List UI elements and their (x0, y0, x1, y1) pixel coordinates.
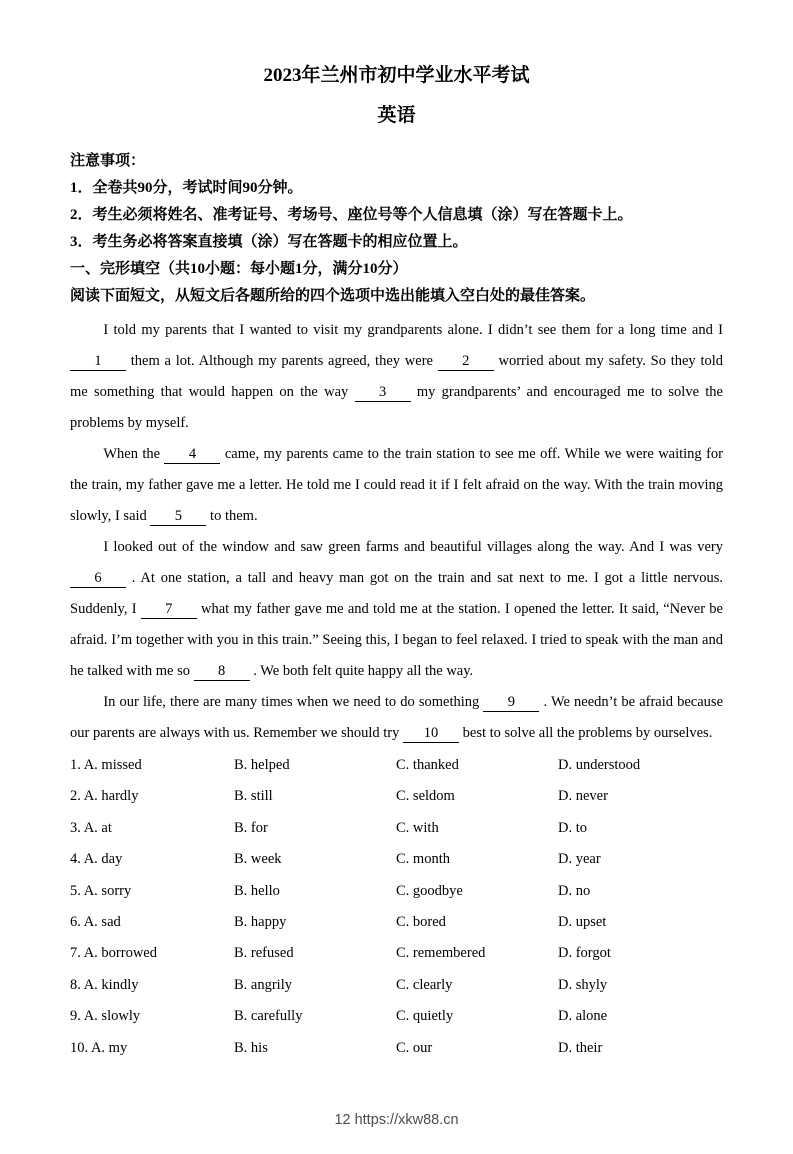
question-option: C. our (396, 1039, 433, 1056)
question-option: C. month (396, 851, 450, 868)
question-option: B. his (234, 1039, 268, 1056)
section-instruction: 阅读下面短文，从短文后各题所给的四个选项中选出能填入空白处的最佳答案。 (70, 288, 596, 304)
question-number-and-option: 3. A. at (70, 819, 112, 836)
question-option: C. thanked (396, 757, 459, 773)
cloze-blank-3: 3 (355, 385, 411, 402)
cloze-blank-8: 8 (194, 664, 250, 681)
question-number-and-option: 9. A. slowly (70, 1008, 141, 1025)
question-option: B. helped (234, 757, 290, 773)
question-number-and-option: 8. A. kindly (70, 976, 139, 993)
cloze-blank-6: 6 (70, 571, 126, 588)
question-row-4 (70, 844, 723, 875)
question-option: D. alone (558, 1008, 608, 1025)
note-item: 3．考生务必将答案直接填（涂）写在答题卡的相应位置上。 (70, 234, 468, 250)
cloze-blank-7: 7 (141, 602, 197, 619)
question-number-and-option: 5. A. sorry (70, 882, 132, 899)
question-option: C. bored (396, 914, 446, 931)
question-number-and-option: 1. A. missed (70, 757, 142, 773)
question-number-and-option: 4. A. day (70, 851, 123, 868)
question-option: C. remembered (396, 945, 486, 962)
question-option: C. with (396, 819, 439, 836)
question-row-3 (70, 813, 723, 844)
question-row-9 (70, 1001, 723, 1032)
question-option: B. still (234, 788, 273, 805)
question-number-and-option: 2. A. hardly (70, 788, 139, 805)
cloze-blank-9: 9 (483, 695, 539, 712)
passage-paragraph: I looked out of the window and saw green farms and beautiful villages along the way. And I was very 6 . At one station, a tall and heavy man got on the train and sat next to me. I got a little nervous. Suddenly, I 7 what my father gave me and told me at the station. I opened the letter. It said, “Never be afraid. I’m together with you in this train.” Seeing this, I began to feel relaxed. I tried to speak with the man and he talked with me so 8 . We both felt quite happy all the way. (70, 539, 723, 679)
passage-paragraph: When the 4 came, my parents came to the train station to see me off. While we were waiting for the train, my father gave me a letter. He told me I could read it if I felt afraid on the way. With the train moving slowly, I said 5 to them. (70, 446, 723, 524)
question-row-1 (70, 750, 723, 781)
cloze-blank-10: 10 (403, 726, 459, 743)
question-option: B. carefully (234, 1008, 303, 1025)
question-option: C. quietly (396, 1008, 454, 1025)
notes-list (70, 175, 723, 256)
question-option: B. happy (234, 914, 287, 931)
cloze-blank-2: 2 (438, 354, 494, 371)
question-row-5 (70, 876, 723, 907)
question-option: D. year (558, 851, 601, 868)
cloze-blank-5: 5 (150, 509, 206, 526)
question-option: D. to (558, 819, 587, 836)
exam-subject: 英语 (377, 105, 416, 126)
question-option: B. week (234, 851, 282, 868)
passage-paragraph: I told my parents that I wanted to visit my grandparents alone. I didn’t see them for a long time and I 1 them a lot. Although my parents agreed, they were 2 worried about my safety. So they told me something that would happen on the way 3 my grandparents’ and encouraged me to solve the problems by myself. (70, 322, 723, 431)
question-option: D. upset (558, 914, 607, 931)
notes-header: 注意事项： (70, 153, 146, 169)
cloze-blank-4: 4 (164, 447, 220, 464)
question-option: B. refused (234, 945, 294, 962)
section-heading: 一、完形填空（共10小题：每小题1分，满分10分） (70, 261, 408, 277)
question-number-and-option: 7. A. borrowed (70, 945, 157, 962)
question-option: D. forgot (558, 945, 611, 962)
question-row-8 (70, 970, 723, 1001)
question-row-6 (70, 907, 723, 938)
question-option: D. understood (558, 757, 641, 773)
question-option: C. clearly (396, 976, 453, 993)
question-option: B. hello (234, 882, 280, 899)
question-list (70, 750, 723, 1064)
page-footer: 12 https://xkw88.cn (334, 1112, 459, 1129)
question-option: C. seldom (396, 788, 455, 805)
notes-section (70, 148, 723, 256)
question-option: D. shyly (558, 976, 608, 993)
question-option: D. no (558, 882, 591, 899)
question-row-7 (70, 938, 723, 969)
question-option: C. goodbye (396, 882, 463, 899)
question-row-10 (70, 1033, 723, 1064)
cloze-blank-1: 1 (70, 354, 126, 371)
note-item: 2．考生必须将姓名、准考证号、考场号、座位号等个人信息填（涂）写在答题卡上。 (70, 207, 633, 223)
question-row-2 (70, 781, 723, 812)
note-item: 1．全卷共90分，考试时间90分钟。 (70, 180, 303, 196)
question-option: B. angrily (234, 976, 292, 993)
passage-paragraph: In our life, there are many times when we need to do something 9 . We needn’t be afraid because our parents are always with us. Remember we should try 10 best to solve all the problems by ourselves. (70, 694, 724, 741)
question-option: D. their (558, 1039, 603, 1056)
question-option: B. for (234, 819, 268, 836)
question-number-and-option: 10. A. my (70, 1039, 128, 1056)
exam-title: 2023年兰州市初中学业水平考试 (263, 65, 530, 86)
question-option: D. never (558, 788, 608, 805)
question-number-and-option: 6. A. sad (70, 914, 121, 931)
cloze-passage (70, 315, 723, 749)
